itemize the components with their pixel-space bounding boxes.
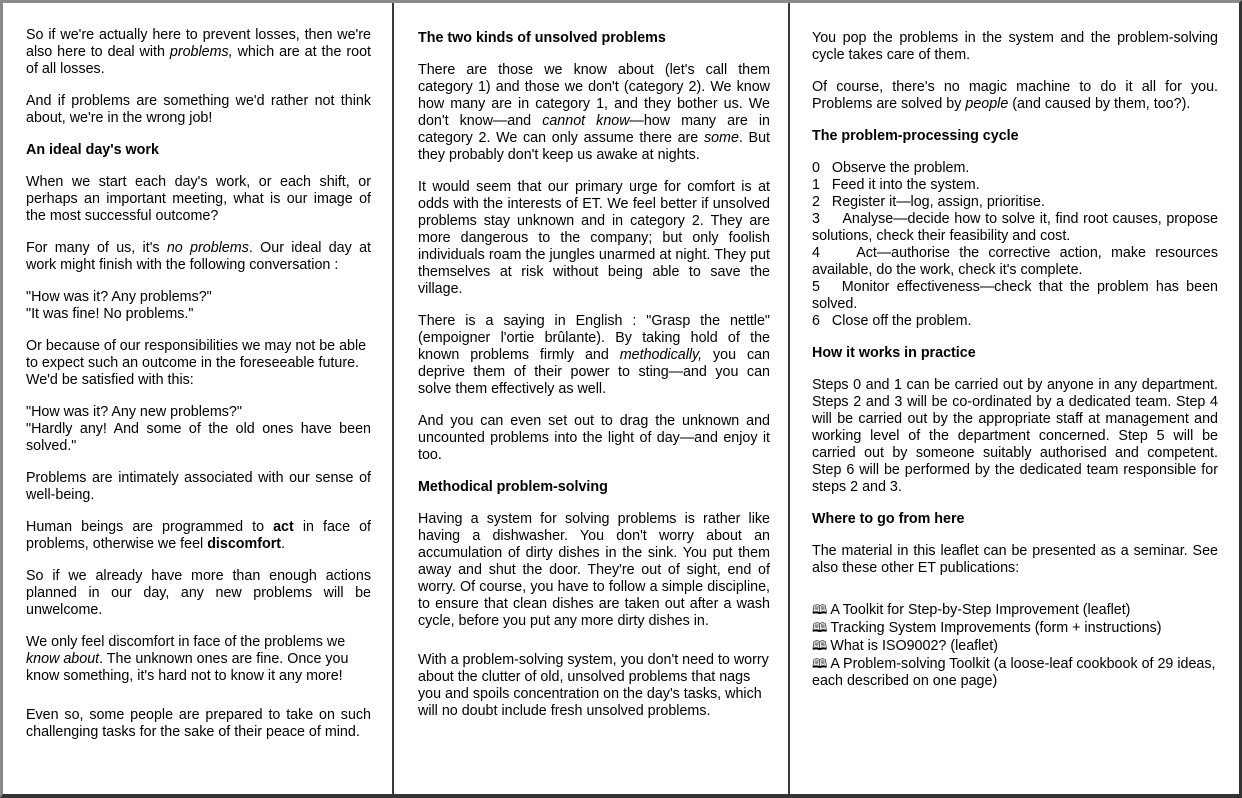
paragraph: Even so, some people are prepared to take on such challenging tasks for the sake of their peace of mind. (26, 707, 371, 740)
book-icon: 🕮 (812, 638, 828, 653)
paragraph (26, 634, 371, 685)
paragraph: It would seem that our primary urge for comfort is at odds with the interests of ET. We feel better if unsolved problems stay unknown and in category 2. They are more dangerous to the company; but only foolish individuals roam the jungles unarmed at night. They put themselves at risk without being able to save the village. (418, 179, 770, 297)
paragraph (418, 62, 770, 164)
text: in face of problems, otherwise we feel (26, 519, 372, 552)
step-text: Analyse—decide how to solve it, find root causes, propose solutions, check their feasibility and cost. (812, 211, 1218, 244)
paragraph (418, 313, 770, 398)
text: There is a saying in English : "Grasp the nettle" (empoigner l'ortie brûlante). By taking hold of the known problems firmly and (418, 313, 770, 363)
paragraph (812, 79, 1218, 113)
step-number: 5 (812, 279, 820, 295)
text: We only feel discomfort in face of the problems we (26, 634, 346, 650)
text: you can deprive them of their power to sting—and you can solve them effectively as well. (418, 347, 771, 397)
paragraph (26, 27, 371, 78)
emphasis: some (703, 130, 739, 146)
cycle-step (812, 245, 1218, 279)
dialog-line: "How was it? Any new problems?" (26, 404, 242, 420)
cycle-step (812, 194, 1218, 211)
emphasis: cannot know (542, 113, 630, 129)
paragraph: Steps 0 and 1 can be carried out by anyone in any department. Steps 2 and 3 will be co-ordinated by a dedicated team. Step 4 will be carried out by the appropriate staff at management and working level of the department concerned. Step 5 will be carried out by someone suitably authorised and competent. Step 6 will be performed by the dedicated team responsible for steps 2 and 3. (812, 377, 1218, 495)
section-heading: Where to go from here (812, 511, 965, 527)
paragraph: So if we already have more than enough actions planned in our day, any new problems will be unwelcome. (26, 568, 371, 618)
publication-title: A Problem-solving Toolkit (a loose-leaf cookbook of 29 ideas, each described on one page) (812, 656, 1216, 689)
section-heading: Methodical problem-solving (418, 479, 608, 495)
section-heading: The two kinds of unsolved problems (418, 30, 666, 46)
paragraph: You pop the problems in the system and the problem-solving cycle takes care of them. (812, 30, 1218, 63)
paragraph: With a problem-solving system, you don't need to worry about the clutter of old, unsolved problems that nags you and spoils concentration on the day's tasks, which will no doubt include fresh unsolved problems. (418, 652, 769, 719)
publication-title: Tracking System Improvements (form + instructions) (830, 620, 1162, 636)
dialog-line: "It was fine! No problems." (26, 306, 194, 322)
text: There are those we know about (let's call them category 1) and those we don't (category 2). We know how many are in category 1, and they bother us. We don't know—and (418, 62, 770, 129)
dialog-quote (26, 404, 371, 455)
text: Human beings are programmed to (26, 519, 274, 535)
text: . The unknown ones are fine. Once you know something, it's hard not to know it any more! (26, 651, 349, 684)
book-icon: 🕮 (812, 656, 828, 671)
section-heading: An ideal day's work (26, 142, 159, 158)
paragraph: Problems are intimately associated with our sense of well-being. (26, 470, 371, 503)
cycle-step (812, 279, 1218, 313)
publication-item (812, 655, 1218, 690)
dialog-line: "How was it? Any problems?" (26, 289, 212, 305)
dialog-line: "Hardly any! And some of the old ones have been solved." (26, 421, 371, 454)
cycle-step (812, 177, 1218, 194)
section-heading: How it works in practice (812, 345, 976, 361)
publication-item (812, 601, 1218, 619)
bold-text: discomfort (207, 536, 282, 552)
book-icon: 🕮 (812, 620, 828, 635)
cycle-step (812, 211, 1218, 245)
step-number: 2 (812, 194, 820, 210)
step-number: 0 (812, 160, 820, 176)
paragraph: And you can even set out to drag the unknown and uncounted problems into the light of day—and enjoy it too. (418, 413, 770, 463)
bold-text: act (273, 519, 294, 535)
text: which are at the root of all losses. (26, 44, 371, 77)
step-text: Feed it into the system. (831, 177, 980, 193)
text: . (281, 536, 286, 552)
paragraph: Or because of our responsibilities we may not be able to expect such an outcome in the foreseeable future. We'd be satisfied with this: (26, 338, 367, 388)
emphasis: methodically, (619, 347, 703, 363)
column-3 (791, 3, 1239, 794)
text: Of course, there's no magic machine to do it all for you. Problems are solved by (812, 79, 1218, 112)
publication-item (812, 619, 1218, 637)
section-heading: The problem-processing cycle (812, 128, 1019, 144)
step-number: 3 (812, 211, 820, 227)
paragraph: Having a system for solving problems is rather like having a dishwasher. You don't worry about an accumulation of dirty dishes in the sink. You put them away and shut the door. They're out of sight, end of worry. Of course, you have to follow a simple discipline, to ensure that clean dishes are taken out after a wash cycle, before you put any more dirty dishes in. (418, 511, 770, 629)
publication-title: A Toolkit for Step-by-Step Improvement (leaflet) (830, 602, 1131, 618)
paragraph (26, 519, 371, 553)
cycle-step (812, 160, 1218, 177)
cycle-step (812, 313, 1218, 330)
text: So if we're actually here to prevent losses, then we're also here to deal with (26, 27, 371, 60)
step-text: Act—authorise the corrective action, make resources available, do the work, check it's complete. (812, 245, 1218, 278)
cycle-steps-list (812, 160, 1218, 330)
paragraph (26, 240, 371, 274)
text: . But they probably don't keep us awake at nights. (418, 130, 771, 163)
emphasis: problems, (169, 44, 233, 60)
paragraph: The material in this leaflet can be presented as a seminar. See also these other ET publications: (812, 543, 1218, 576)
step-text: Close off the problem. (831, 313, 972, 329)
step-text: Observe the problem. (831, 160, 970, 176)
text: (and caused by them, too?). (1008, 96, 1191, 112)
text: . Our ideal day at work might finish with the following conversation : (26, 240, 371, 273)
column-1 (3, 3, 393, 794)
emphasis: know about (26, 651, 100, 667)
emphasis: no problems (166, 240, 249, 256)
step-number: 6 (812, 313, 820, 329)
book-icon: 🕮 (812, 602, 828, 617)
text: —how many are in category 2. We can only assume there are (418, 113, 770, 146)
paragraph: And if problems are something we'd rather not think about, we're in the wrong job! (26, 93, 371, 126)
step-number: 4 (812, 245, 820, 261)
step-number: 1 (812, 177, 820, 193)
publication-item (812, 637, 1218, 655)
column-2 (395, 3, 791, 794)
dialog-quote (26, 289, 371, 323)
step-text: Monitor effectiveness—check that the problem has been solved. (812, 279, 1218, 312)
text: For many of us, it's (26, 240, 167, 256)
paragraph: When we start each day's work, or each shift, or perhaps an important meeting, what is our image of the most successful outcome? (26, 174, 371, 224)
publication-title: What is ISO9002? (leaflet) (830, 638, 998, 654)
step-text: Register it—log, assign, prioritise. (831, 194, 1045, 210)
emphasis: people (965, 96, 1009, 112)
publications-list (812, 601, 1218, 690)
